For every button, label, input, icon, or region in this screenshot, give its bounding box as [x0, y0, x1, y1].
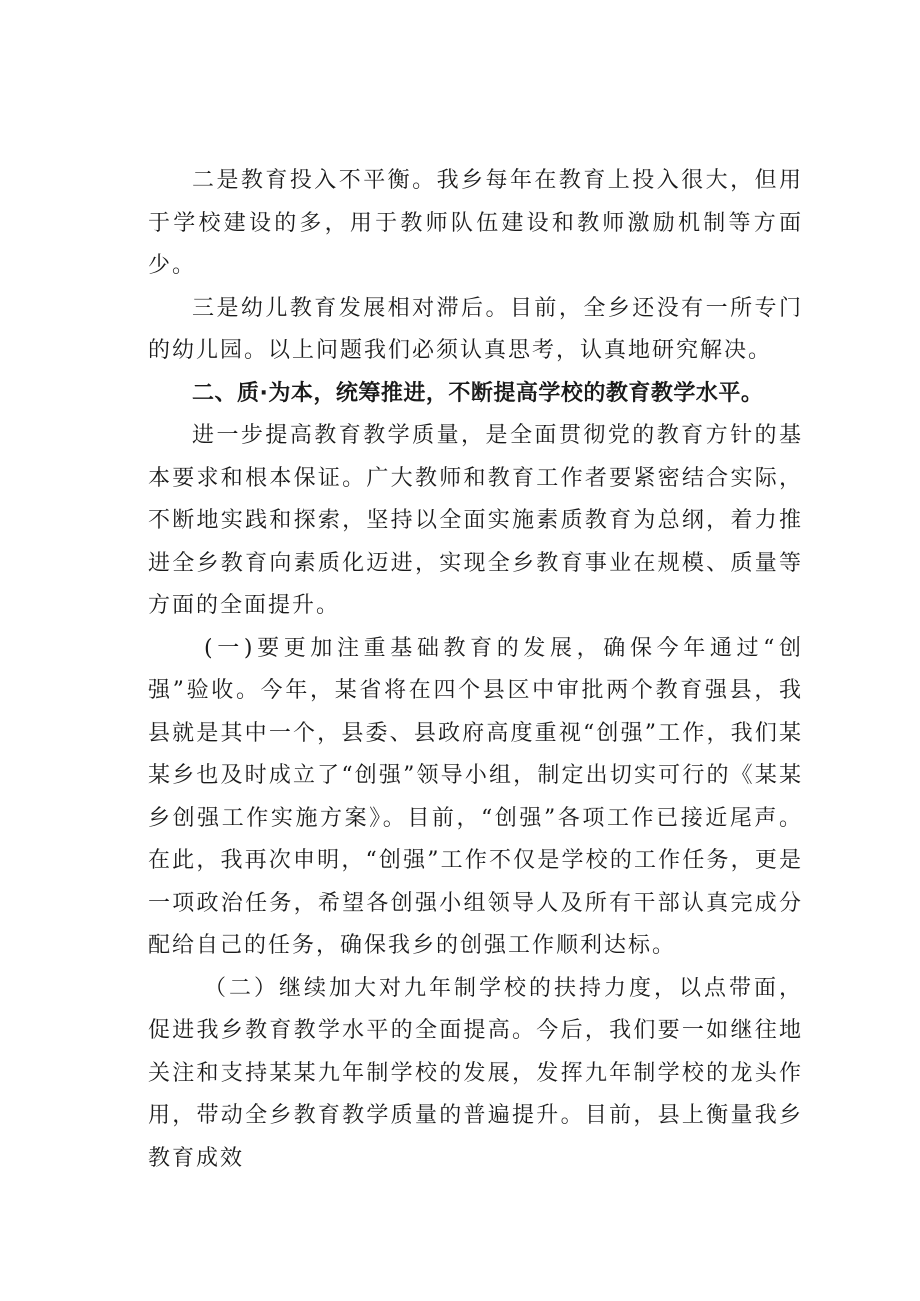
- document-body: [148, 160, 803, 1180]
- paragraph-education-investment: 二是教育投入不平衡。我乡每年在教育上投入很大，但用于学校建设的多，用于教师队伍建设和教师激励机制等方面少。: [148, 168, 803, 278]
- paragraph-quality-improvement: 进一步提高教育教学质量，是全面贯彻党的教育方针的基本要求和根本保证。广大教师和教育工作者要紧密结合实际，不断地实践和探索，坚持以全面实施素质教育为总纲，着力推进全乡教育向素质化迈进，实现全乡教育事业在规模、质量等方面的全面提升。: [148, 423, 803, 618]
- paragraph-nine-year-school: （二）继续加大对九年制学校的扶持力度，以点带面，促进我乡教育教学水平的全面提高。今后，我们要一如继往地关注和支持某某九年制学校的发展，发挥九年制学校的龙头作用，带动全乡教育教学质量的普遍提升。目前，县上衡量我乡教育成效: [148, 975, 803, 1171]
- paragraph-preschool-education: 三是幼儿教育发展相对滞后。目前，全乡还没有一所专门的幼儿园。以上问题我们必须认真思考，认真地研究解决。: [148, 295, 803, 363]
- section-heading-2: 二、质·为本，统筹推进，不断提高学校的教育教学水平。: [192, 380, 764, 406]
- paragraph-basic-education: (一)要更加注重基础教育的发展，确保今年通过“创强”验收。今年，某省将在四个县区中审批两个教育强县，我县就是其中一个，县委、县政府高度重视“创强”工作，我们某某乡也及时成立了“创强”领导小组，制定出切实可行的《某某乡创强工作实施方案》。目前，“创强”各项工作已接近尾声。在此，我再次申明，“创强”工作不仅是学校的工作任务，更是一项政治任务，希望各创强小组领导人及所有干部认真完成分配给自己的任务，确保我乡的创强工作顺利达标。: [148, 635, 803, 958]
